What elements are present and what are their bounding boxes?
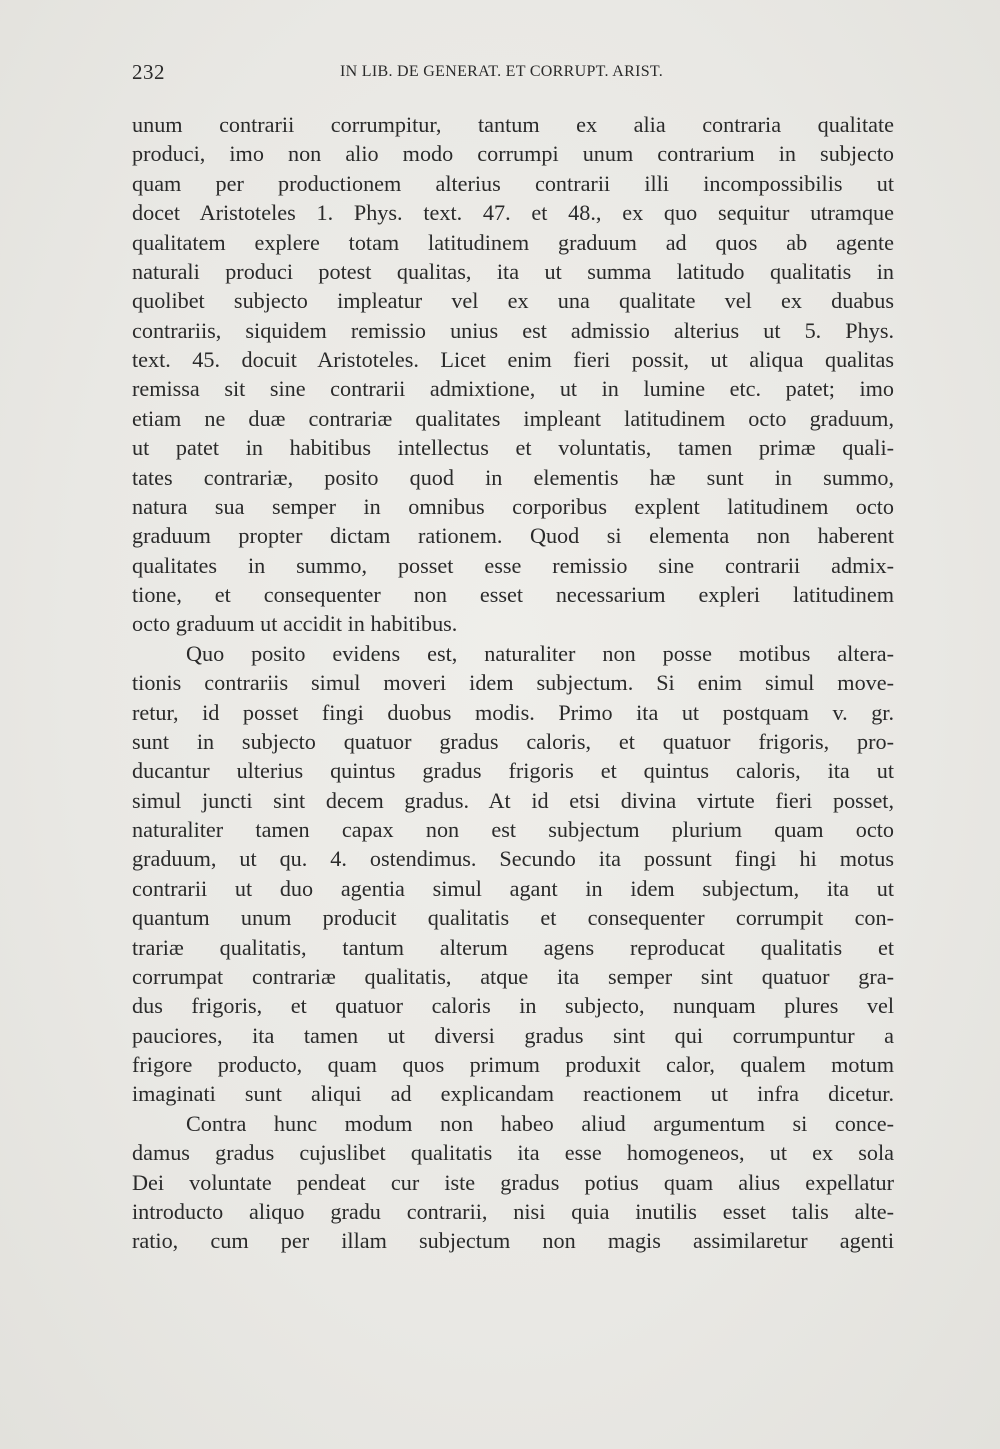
text-line: imaginati sunt aliqui ad explicandam reactionem ut infra dicetur. <box>132 1081 894 1107</box>
text-line: etiam ne duæ contrariæ qualitates impleant latitudinem octo graduum, <box>132 405 894 431</box>
text-line: natura sua semper in omnibus corporibus explent latitudinem octo <box>132 493 894 519</box>
text-line: frigore producto, quam quos primum produxit calor, qualem motum <box>132 1052 894 1077</box>
text-line: docet Aristoteles 1. Phys. text. 47. et 48., ex quo sequitur utramque <box>132 200 894 226</box>
text-line: graduum, ut qu. 4. ostendimus. Secundo ita possunt fingi hi motus <box>132 846 894 872</box>
page-number: 232 <box>132 60 165 84</box>
running-title: IN LIB. DE GENERAT. ET CORRUPT. ARIST. <box>340 63 664 80</box>
text-line: Quo posito evidens est, naturaliter non posse motibus altera- <box>186 640 894 666</box>
text-line: ut patet in habitibus intellectus et voluntatis, tamen primæ quali- <box>132 435 894 461</box>
text-line: graduum propter dictam rationem. Quod si elementa non haberent <box>132 523 894 549</box>
running-head <box>132 60 892 90</box>
text-line: qualitatem explere totam latitudinem graduum ad quos ab agente <box>132 229 894 255</box>
text-line: Dei voluntate pendeat cur iste gradus potius quam alius expellatur <box>132 1169 894 1195</box>
text-line: Contra hunc modum non habeo aliud argumentum si conce- <box>186 1110 894 1136</box>
text-line: corrumpat contrariæ qualitatis, atque ita semper sint quatuor gra- <box>132 963 894 989</box>
text-line: quantum unum producit qualitatis et consequenter corrumpit con- <box>132 905 894 931</box>
text-line: contrarii ut duo agentia simul agant in idem subjectum, ita ut <box>132 875 894 901</box>
body-text <box>132 110 894 1256</box>
text-line: introducto aliquo gradu contrarii, nisi quia inutilis esset talis alte- <box>132 1198 894 1224</box>
text-line: remissa sit sine contrarii admixtione, ut in lumine etc. patet; imo <box>132 376 894 402</box>
text-line: text. 45. docuit Aristoteles. Licet enim fieri possit, ut aliqua qualitas <box>132 347 894 372</box>
text-line: trariæ qualitatis, tantum alterum agens reproducat qualitatis et <box>132 934 894 960</box>
text-line: ducantur ulterius quintus gradus frigoris et quintus caloris, ita ut <box>132 758 894 784</box>
text-line: retur, id posset fingi duobus modis. Primo ita ut postquam v. gr. <box>132 699 894 725</box>
text-line: tione, et consequenter non esset necessarium expleri latitudinem <box>132 582 894 607</box>
text-line: pauciores, ita tamen ut diversi gradus sint qui corrumpuntur a <box>132 1022 894 1048</box>
text-line: naturaliter tamen capax non est subjectum plurium quam octo <box>132 817 894 842</box>
text-line: produci, imo non alio modo corrumpi unum contrarium in subjecto <box>132 141 894 167</box>
text-line: octo graduum ut accidit in habitibus. <box>132 611 458 637</box>
text-line: naturali produci potest qualitas, ita ut summa latitudo qualitatis in <box>132 258 894 284</box>
text-line: contrariis, siquidem remissio unius est admissio alterius ut 5. Phys. <box>132 317 894 343</box>
text-line: unum contrarii corrumpitur, tantum ex alia contraria qualitate <box>132 112 894 137</box>
text-line: ratio, cum per illam subjectum non magis assimilaretur agenti <box>132 1228 894 1254</box>
text-line: simul juncti sint decem gradus. At id etsi divina virtute fieri posset, <box>132 787 894 813</box>
text-line: quolibet subjecto impleatur vel ex una qualitate vel ex duabus <box>132 288 894 314</box>
text-line: dus frigoris, et quatuor caloris in subjecto, nunquam plures vel <box>132 993 894 1019</box>
text-line: qualitates in summo, posset esse remissio sine contrarii admix- <box>132 552 894 578</box>
text-line: tionis contrariis simul moveri idem subjectum. Si enim simul move- <box>132 670 894 696</box>
text-line: sunt in subjecto quatuor gradus caloris, et quatuor frigoris, pro- <box>132 728 894 754</box>
text-line: damus gradus cujuslibet qualitatis ita esse homogeneos, ut ex sola <box>132 1140 894 1166</box>
text-line: tates contrariæ, posito quod in elementis hæ sunt in summo, <box>132 464 894 490</box>
text-line: quam per productionem alterius contrarii illi incompossibilis ut <box>132 170 894 196</box>
